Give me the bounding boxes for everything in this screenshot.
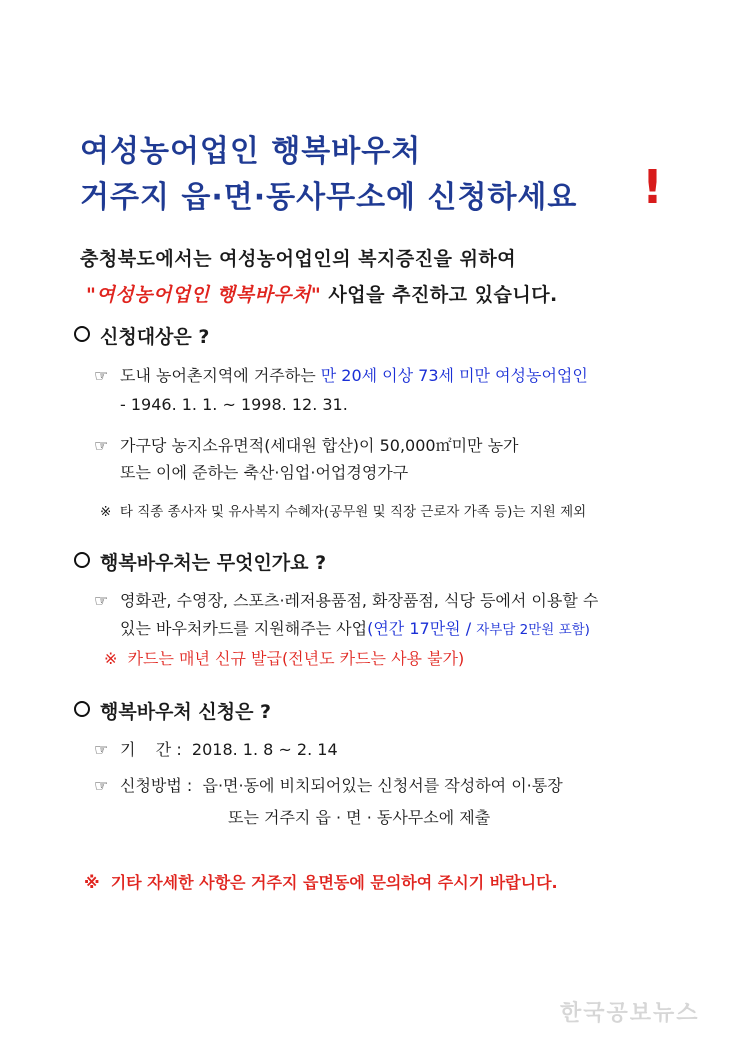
target-age-highlight: 만 20세 이상 73세 미만 여성농어업인	[320, 366, 588, 385]
section-apply-heading: 행복바우처 신청은 ?	[74, 697, 271, 724]
pointing-hand-icon: ☞	[94, 591, 109, 610]
circle-bullet-icon	[74, 552, 90, 568]
circle-bullet-icon	[74, 701, 90, 717]
note-mark-icon: ※	[104, 649, 118, 668]
section-what-heading: 행복바우처는 무엇인가요 ?	[74, 548, 326, 575]
final-contact-note: ※ 기타 자세한 사항은 거주지 읍면동에 문의하여 주시기 바랍니다.	[84, 873, 558, 892]
target-exclusion-note: ※ 타 직종 종사자 및 유사복지 수혜자(공무원 및 직장 근로자 가족 등)는 지원 제외	[100, 504, 587, 520]
apply-method-line2: 또는 거주지 읍 · 면 · 동사무소에 제출	[228, 808, 491, 827]
what-item1-line2: 있는 바우처카드를 지원해주는 사업(연간 17만원 / 자부담 2만원 포함)	[120, 619, 590, 638]
note-mark-icon: ※	[84, 873, 100, 892]
intro-line2-rest: 사업을 추진하고 있습니다.	[321, 284, 558, 306]
title-exclamation: !	[642, 160, 663, 214]
target-item1: ☞ 도내 농어촌지역에 거주하는 만 20세 이상 73세 미만 여성농어업인	[94, 366, 588, 385]
target-dates: - 1946. 1. 1. ~ 1998. 12. 31.	[120, 395, 348, 414]
note-mark-icon: ※	[100, 504, 112, 520]
pointing-hand-icon: ☞	[94, 740, 109, 759]
section-target-heading: 신청대상은 ?	[74, 322, 209, 349]
apply-method: ☞ 신청방법 : 읍·면·동에 비치되어있는 신청서를 작성하여 이·통장	[94, 776, 563, 795]
apply-period: ☞ 기 간 : 2018. 1. 8 ~ 2. 14	[94, 740, 338, 759]
title-line2: 거주지 읍·면·동사무소에 신청하세요	[80, 180, 578, 215]
intro-program-name: "여성농어업인 행복바우처"	[86, 284, 322, 306]
pointing-hand-icon: ☞	[94, 776, 109, 795]
target-item2-line2: 또는 이에 준하는 축산·임업·어업경영가구	[120, 463, 409, 482]
voucher-copay-highlight: 자부담 2만원 포함)	[476, 622, 590, 638]
pointing-hand-icon: ☞	[94, 436, 109, 455]
watermark: 한국공보뉴스	[560, 1001, 700, 1026]
pointing-hand-icon: ☞	[94, 366, 109, 385]
intro-line2	[86, 280, 558, 307]
circle-bullet-icon	[74, 326, 90, 342]
what-item1: ☞ 영화관, 수영장, 스포츠·레저용품점, 화장품점, 식당 등에서 이용할 수	[94, 591, 599, 610]
target-item2: ☞ 가구당 농지소유면적(세대원 합산)이 50,000㎡미만 농가	[94, 436, 519, 455]
title-line1: 여성농어업인 행복바우처	[80, 134, 422, 169]
intro-line1: 충청북도에서는 여성농어업인의 복지증진을 위하여	[80, 248, 517, 270]
voucher-amount-highlight: (연간 17만원 /	[367, 619, 477, 638]
what-card-note: ※ 카드는 매년 신규 발급(전년도 카드는 사용 불가)	[104, 649, 465, 668]
